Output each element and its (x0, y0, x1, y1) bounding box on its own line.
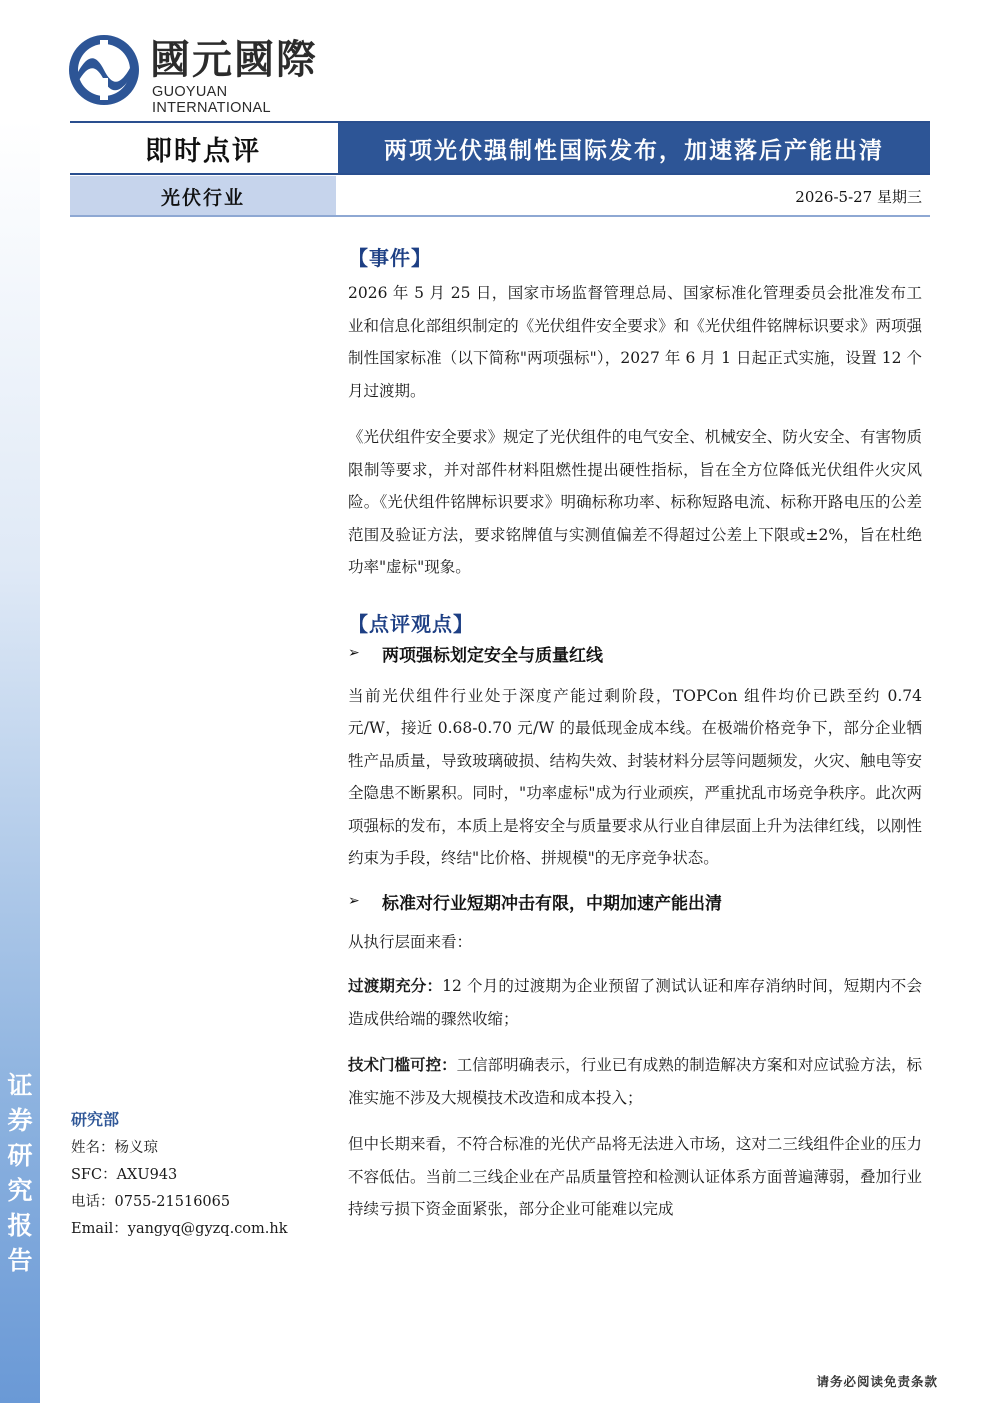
header-middle-rule (70, 173, 930, 175)
event-paragraph: 2026 年 5 月 25 日，国家市场监督管理总局、国家标准化管理委员会批准发布工业和信息化部组织制定的《光伏组件安全要求》和《光伏组件铭牌标识要求》两项强制性国家标准（以下简称"两项强标"），2027 年 6 月 1 日起正式实施，设置 12 个月过渡期。 (348, 284, 922, 400)
report-title: 两项光伏强制性国际发布，加速落后产能出清 (338, 123, 930, 173)
point-2-closing: 但中长期来看，不符合标准的光伏产品将无法进入市场，这对二三线组件企业的压力不容低估。当前二三线企业在产品质量管控和检测认证体系方面普遍薄弱，叠加行业持续亏损下资金面紧张，部分企业可能难以完成 (348, 1135, 922, 1218)
sidebar-char: 券 (7, 1106, 33, 1135)
analyst-phone: 电话：0755-21516065 (71, 1194, 231, 1210)
logo-name-en: GUOYUAN INTERNATIONAL (152, 84, 271, 116)
point-1-text: 当前光伏组件行业处于深度产能过剩阶段，TOPCon 组件均价已跌至约 0.74 元/W，接近 0.68-0.70 元/W 的最低现金成本线。在极端价格竞争下，部分企业牺牲产品质量，导致玻璃破损、结构失效、封装材料分层等问题频发，火灾、触电等安全隐患不断累积。同时，"功率虚标"成为行业顽疾，严重扰乱市场竞争秩序。此次两项强标的发布，本质上是将安全与质量要求从行业自律层面上升为法律红线，以刚性约束为手段，终结"比价格、拼规模"的无序竞争状态。 (348, 686, 922, 867)
point-1-heading (348, 641, 922, 666)
sidebar-char: 报 (7, 1211, 33, 1240)
item-label: 技术门槛可控： (348, 1056, 457, 1074)
item-text: 12 个月的过渡期为企业预留了测试认证和库存消纳时间，短期内不会造成供给端的骤然收缩； (348, 977, 922, 1028)
main-content (348, 240, 922, 1226)
event-heading: 【事件】 (348, 246, 432, 270)
header-bottom-rule (70, 215, 930, 217)
item-label: 过渡期充分： (348, 977, 443, 995)
report-type: 即时点评 (145, 135, 261, 167)
dept-title: 研究部 (71, 1110, 120, 1129)
item-text: 工信部明确表示，行业已有成熟的制造解决方案和对应试验方法，标准实施不涉及大规模技术改造和成本投入； (348, 1056, 922, 1107)
event-paragraph: 《光伏组件安全要求》规定了光伏组件的电气安全、机械安全、防火安全、有害物质限制等要求，并对部件材料阻燃性提出硬性指标，旨在全方位降低光伏组件火灾风险。《光伏组件铭牌标识要求》明确标称功率、标称短路电流、标称开路电压的公差范围及验证方法，要求铭牌值与实测值偏差不得超过公差上下限或±2%，旨在杜绝功率"虚标"现象。 (348, 428, 922, 576)
logo-mark-icon (66, 32, 142, 108)
report-date: 2026-5-27 星期三 (795, 187, 922, 206)
point-2-item (348, 1049, 922, 1114)
analyst-info (71, 1106, 331, 1243)
sidebar-char: 研 (7, 1141, 33, 1170)
logo-name-cn: 國元國際 (150, 37, 318, 83)
sidebar-vertical-label (4, 1068, 36, 1278)
arrow-bullet-icon: ➢ (348, 893, 360, 909)
analyst-sfc: SFC：AXU943 (71, 1167, 178, 1183)
comment-heading: 【点评观点】 (348, 611, 474, 636)
sidebar-char: 告 (7, 1246, 33, 1275)
analyst-email: Email：yangyq@gyzq.com.hk (71, 1221, 288, 1237)
point-2-heading (348, 889, 922, 914)
company-logo (66, 30, 346, 116)
point-title: 两项强标划定安全与质量红线 (382, 645, 603, 666)
point-2-intro: 从执行层面来看： (348, 932, 473, 951)
industry-label: 光伏行业 (70, 176, 336, 216)
analyst-name: 姓名：杨义琼 (71, 1140, 158, 1156)
point-title: 标准对行业短期冲击有限，中期加速产能出清 (382, 893, 722, 914)
point-2-item (348, 970, 922, 1035)
sidebar-char: 证 (7, 1071, 33, 1100)
sidebar-char: 究 (7, 1176, 33, 1205)
arrow-bullet-icon: ➢ (348, 645, 360, 661)
footer-disclaimer[interactable]: 请务必阅读免责条款 (816, 1374, 938, 1389)
